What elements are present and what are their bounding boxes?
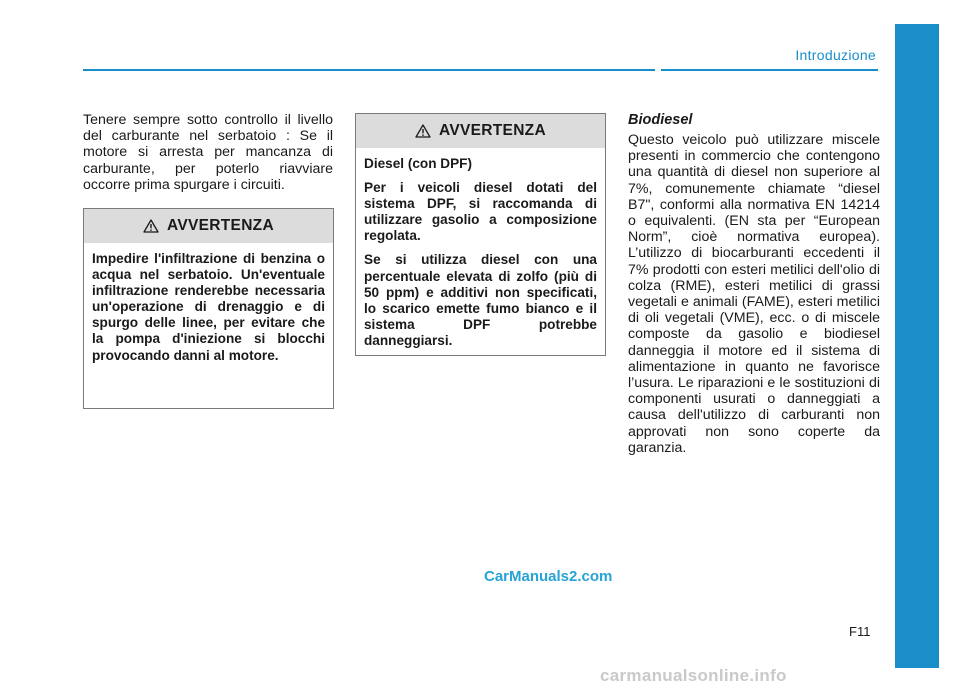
warning-box-infiltration (83, 208, 334, 409)
warning-box-diesel-dpf (355, 113, 606, 356)
warning-title: AVVERTENZA (439, 122, 546, 139)
header-rule (83, 69, 655, 71)
warning-paragraph-2: Se si utilizza diesel con una percentuale elevata di zolfo (più di 50 ppm) e additivi non specificati, lo scarico emette fumo bianco e il sistema DPF potrebbe danneggiarsi. (364, 252, 597, 348)
warning-subtitle: Diesel (con DPF) (364, 156, 473, 171)
page-number: F11 (849, 624, 871, 639)
warning-title: AVVERTENZA (167, 217, 274, 234)
watermark-carmanuals2: CarManuals2.com (484, 568, 613, 585)
biodiesel-heading: Biodiesel (628, 112, 693, 128)
warning-body (356, 148, 605, 363)
warning-header (84, 209, 333, 243)
fuel-level-text: Tenere sempre sotto controllo il livello del carburante nel serbatoio : Se il motore si arresta per mancanza di carburante, per poterlo riavviare occorre prima spurgare i circuiti. (83, 112, 333, 193)
warning-text: Impedire l'infiltrazione di benzina o acqua nel serbatoio. Un'eventuale infiltrazione renderebbe necessaria un'operazione di drenaggio e di spurgo delle linee, per evitare che la pompa d'iniezione si blocchi provocando danni al motore. (92, 251, 325, 363)
section-title: Introduzione (795, 47, 876, 63)
warning-triangle-icon (143, 219, 159, 233)
side-tab-bar (895, 24, 939, 668)
warning-paragraph-1: Per i veicoli diesel dotati del sistema DPF, si raccomanda di utilizzare gasolio a composizione regolata. (364, 180, 597, 244)
watermark-carmanualsonline: carmanualsonline.info (600, 666, 787, 685)
warning-body (84, 243, 333, 378)
header-rule-right (661, 69, 878, 71)
warning-header (356, 114, 605, 148)
biodiesel-text: Questo veicolo può utilizzare miscele presenti in commercio che contengono una quantità di diesel non superiore al 7%, comunemente chiamate “diesel B7", conformi alla normativa EN 14214 o equivalenti. (EN sta per “European Norm”, cioè normativa europea). L’utilizzo di biocarburanti eccedenti il 7% prodotti con esteri metilici dell'olio di colza (RME), esteri metilici di grassi vegetali e animali (FAME), esteri metilici di oli vegetali (VME), ecc. o di miscele composte da gasolio e biodiesel danneggia il motore ed il sistema di alimentazione in quanto ne favorisce l’usura. Le riparazioni e le sostituzioni di componenti usurati o danneggiati a causa dell'utilizzo di carburanti non approvati non sono coperte da garanzia. (628, 132, 880, 456)
warning-triangle-icon (415, 124, 431, 138)
